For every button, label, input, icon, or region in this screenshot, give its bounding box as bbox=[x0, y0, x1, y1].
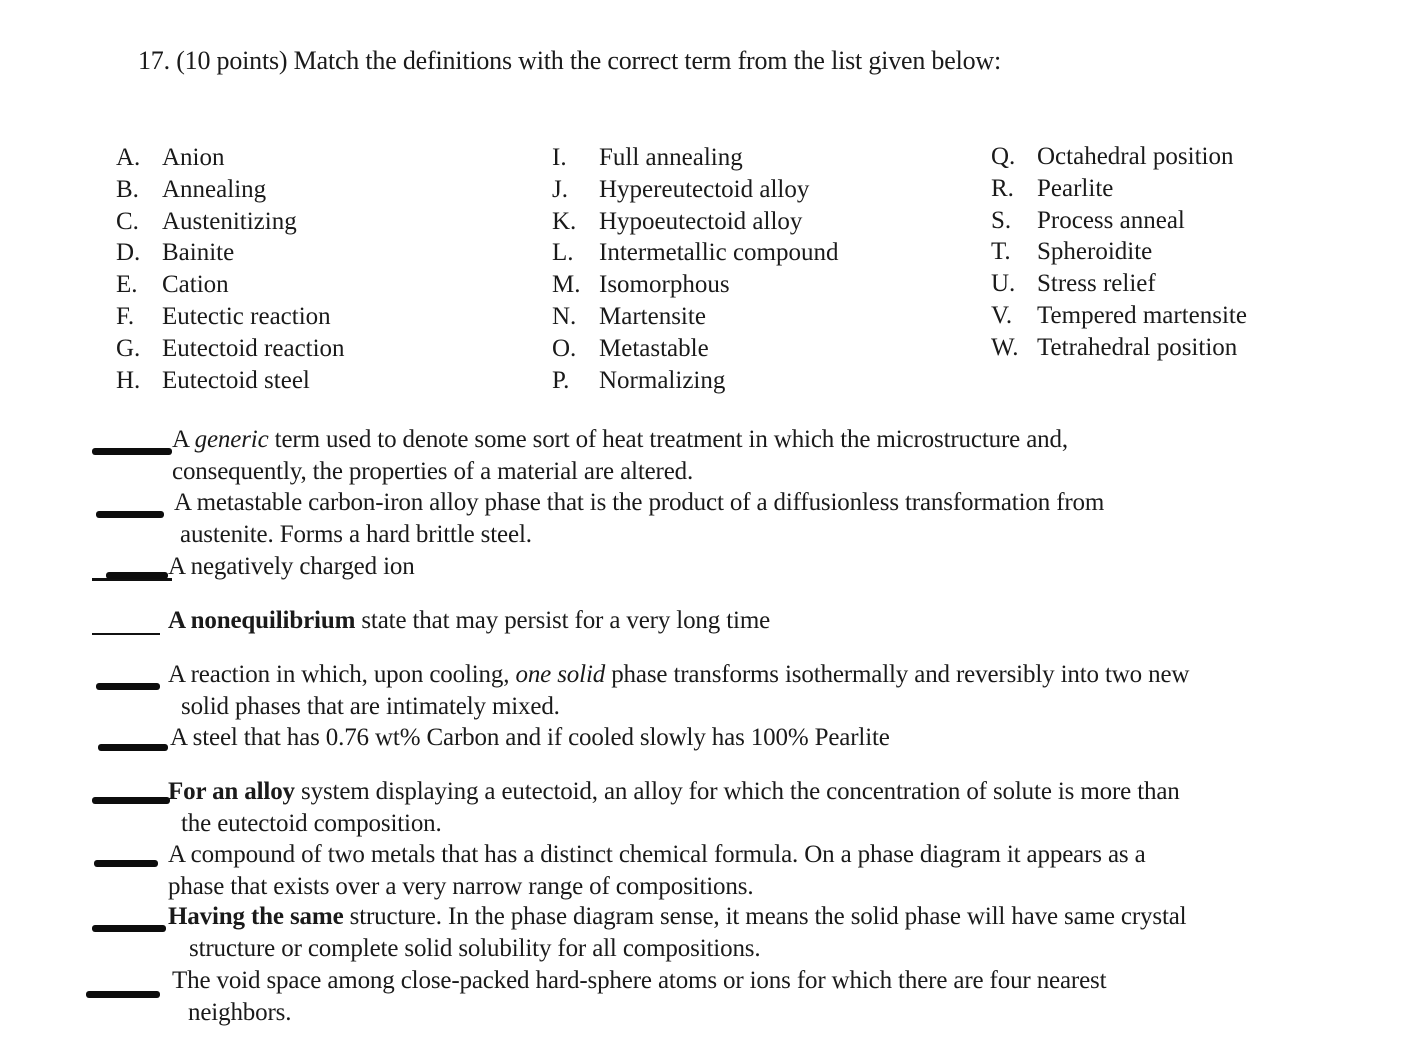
term-item bbox=[552, 174, 839, 206]
answer-blank[interactable] bbox=[92, 925, 166, 932]
term-item bbox=[116, 333, 345, 365]
definition-1 bbox=[172, 424, 1068, 487]
term-text: Eutectoid steel bbox=[162, 366, 310, 394]
term-text: Intermetallic compound bbox=[599, 239, 839, 267]
term-text: Hypereutectoid alloy bbox=[599, 175, 810, 203]
term-letter: F. bbox=[116, 302, 135, 330]
term-letter: R. bbox=[991, 174, 1014, 202]
term-text: Metastable bbox=[599, 334, 709, 362]
definition-7 bbox=[168, 776, 1180, 839]
term-letter: E. bbox=[116, 271, 138, 299]
term-letter: I. bbox=[552, 144, 567, 171]
term-letter: U. bbox=[991, 270, 1016, 298]
definition-8 bbox=[168, 839, 1146, 902]
term-letter: V. bbox=[991, 301, 1013, 329]
term-text: Process anneal bbox=[1037, 206, 1185, 234]
definition-bold-text: Having the same bbox=[168, 903, 344, 930]
term-item bbox=[116, 269, 345, 301]
term-item bbox=[116, 142, 345, 174]
answer-blank[interactable] bbox=[92, 797, 170, 804]
definition-text: austenite. Forms a hard brittle steel. bbox=[180, 520, 532, 548]
term-item bbox=[552, 333, 839, 365]
definition-text: solid phases that are intimately mixed. bbox=[181, 692, 560, 720]
term-letter: O. bbox=[552, 334, 577, 362]
definition-5 bbox=[168, 659, 1189, 722]
answer-blank[interactable] bbox=[96, 683, 160, 690]
definition-2 bbox=[174, 487, 1104, 550]
definition-text: The void space among close-packed hard-sphere atoms or ions for which there are four nearest bbox=[172, 967, 1107, 994]
term-text: Anion bbox=[162, 144, 225, 171]
term-item bbox=[991, 268, 1247, 300]
definition-6 bbox=[170, 722, 890, 754]
term-letter: L. bbox=[552, 239, 574, 267]
term-text: Bainite bbox=[162, 239, 235, 267]
term-item bbox=[116, 301, 345, 333]
definition-italic-text: one solid bbox=[515, 661, 606, 688]
term-text: Austenitizing bbox=[162, 207, 297, 235]
term-text: Pearlite bbox=[1037, 174, 1114, 202]
definition-text: the eutectoid composition. bbox=[181, 809, 442, 837]
term-text: Cation bbox=[162, 271, 229, 299]
term-item bbox=[116, 174, 345, 206]
term-item bbox=[552, 142, 839, 174]
definition-text: A negatively charged ion bbox=[168, 553, 415, 580]
definition-italic-text: generic bbox=[194, 426, 269, 453]
definition-text: system displaying a eutectoid, an alloy for which the concentration of solute is more than bbox=[294, 778, 1180, 805]
term-letter: K. bbox=[552, 207, 577, 235]
term-text: Eutectoid reaction bbox=[162, 334, 345, 362]
term-letter: B. bbox=[116, 175, 139, 203]
answer-blank[interactable] bbox=[94, 860, 158, 867]
term-item bbox=[116, 206, 345, 238]
definition-text: phase that exists over a very narrow range of compositions. bbox=[168, 872, 754, 900]
answer-blank[interactable] bbox=[92, 633, 160, 635]
term-text: Tempered martensite bbox=[1037, 301, 1247, 329]
term-letter: N. bbox=[552, 302, 577, 330]
definition-text: phase transforms isothermally and reversibly into two new bbox=[605, 661, 1190, 688]
term-letter: T. bbox=[991, 238, 1011, 266]
definition-text: A metastable carbon-iron alloy phase that is the product of a diffusionless transformation from bbox=[174, 489, 1105, 516]
definition-text: neighbors. bbox=[188, 998, 292, 1026]
definition-text: state that may persist for a very long time bbox=[355, 607, 771, 634]
term-item bbox=[552, 365, 839, 397]
term-letter: J. bbox=[552, 175, 568, 203]
term-text: Octahedral position bbox=[1037, 143, 1234, 170]
term-item bbox=[991, 205, 1247, 237]
term-letter: H. bbox=[116, 366, 141, 394]
term-item bbox=[991, 300, 1247, 332]
term-item bbox=[552, 301, 839, 333]
term-letter: M. bbox=[552, 271, 581, 299]
answer-blank[interactable] bbox=[92, 448, 172, 455]
term-item bbox=[552, 237, 839, 269]
definition-10 bbox=[172, 965, 1106, 1028]
term-text: Isomorphous bbox=[599, 271, 730, 299]
term-letter: S. bbox=[991, 206, 1012, 234]
term-text: Spheroidite bbox=[1037, 238, 1153, 266]
term-text: Full annealing bbox=[599, 144, 743, 171]
term-list-column-3 bbox=[991, 141, 1247, 364]
definition-text: A bbox=[172, 426, 195, 453]
definition-bold-text: For an alloy bbox=[168, 778, 295, 805]
definition-text: structure or complete solid solubility for all compositions. bbox=[189, 934, 761, 962]
term-item bbox=[991, 236, 1247, 268]
definition-text: structure. In the phase diagram sense, it means the solid phase will have same crystal bbox=[343, 903, 1187, 930]
definition-4 bbox=[168, 605, 770, 637]
definition-text: A compound of two metals that has a distinct chemical formula. On a phase diagram it appears as a bbox=[168, 841, 1146, 868]
definition-text: term used to denote some sort of heat treatment in which the microstructure and, bbox=[268, 426, 1068, 453]
answer-blank[interactable] bbox=[96, 511, 164, 518]
term-text: Martensite bbox=[599, 302, 706, 330]
term-list-column-1 bbox=[116, 142, 345, 396]
definition-text: A steel that has 0.76 wt% Carbon and if cooled slowly has 100% Pearlite bbox=[170, 724, 890, 751]
term-item bbox=[552, 269, 839, 301]
term-text: Stress relief bbox=[1037, 270, 1156, 298]
definition-3 bbox=[168, 551, 415, 583]
answer-blank[interactable] bbox=[98, 744, 168, 751]
definition-text: consequently, the properties of a material are altered. bbox=[172, 457, 694, 485]
definition-text: A reaction in which, upon cooling, bbox=[168, 661, 516, 688]
term-text: Hypoeutectoid alloy bbox=[599, 207, 803, 235]
term-item bbox=[991, 173, 1247, 205]
answer-blank[interactable] bbox=[106, 572, 168, 579]
term-letter: C. bbox=[116, 207, 139, 235]
term-item bbox=[991, 141, 1247, 173]
question-title: 17. (10 points) Match the definitions with the correct term from the list given below: bbox=[138, 46, 1001, 75]
term-text: Eutectic reaction bbox=[162, 302, 331, 330]
term-item bbox=[116, 365, 345, 397]
term-text: Normalizing bbox=[599, 366, 726, 394]
term-item bbox=[552, 206, 839, 238]
term-item bbox=[991, 332, 1247, 364]
term-letter: D. bbox=[116, 239, 141, 267]
term-text: Tetrahedral position bbox=[1037, 333, 1238, 361]
term-list-column-2 bbox=[552, 142, 839, 396]
term-text: Annealing bbox=[162, 175, 267, 203]
term-letter: A. bbox=[116, 144, 141, 171]
term-letter: W. bbox=[991, 333, 1019, 361]
answer-blank[interactable] bbox=[86, 991, 160, 998]
term-letter: P. bbox=[552, 366, 570, 394]
term-letter: G. bbox=[116, 334, 141, 362]
definition-bold-text: A nonequilibrium bbox=[168, 607, 356, 634]
term-item bbox=[116, 237, 345, 269]
definition-9 bbox=[168, 901, 1186, 964]
term-letter: Q. bbox=[991, 143, 1016, 170]
